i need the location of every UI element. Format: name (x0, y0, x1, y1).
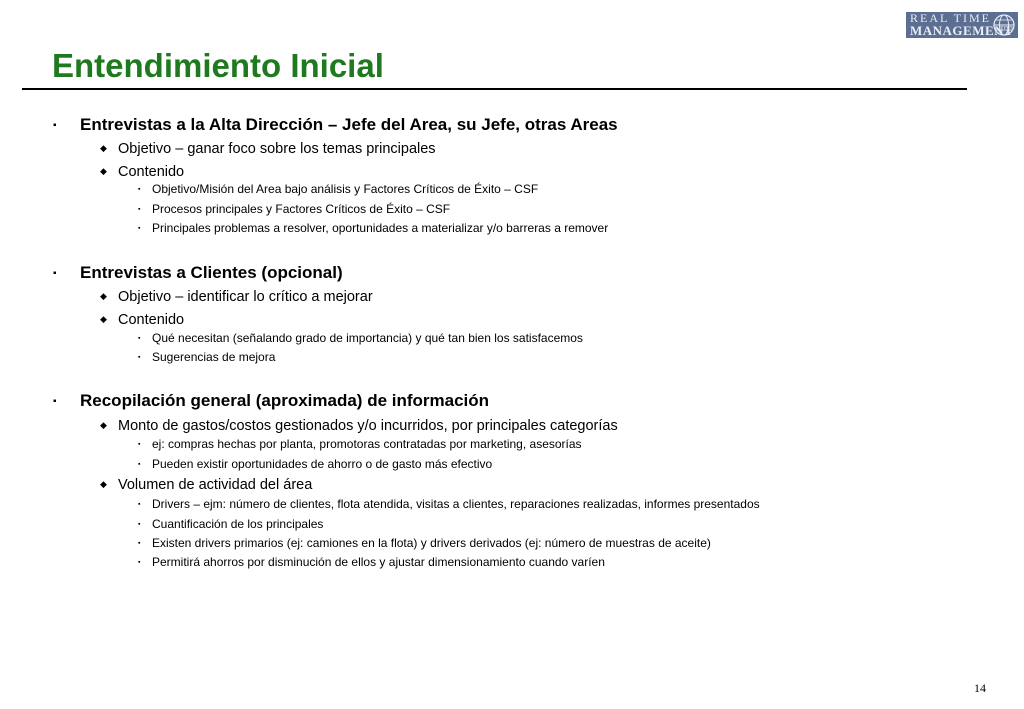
bullet-item (100, 286, 373, 307)
square-bullet-icon: ▪ (53, 268, 57, 279)
diamond-bullet-icon: ◆ (100, 314, 107, 324)
subpoint-text: Contenido (118, 312, 185, 328)
bullet-item (100, 474, 312, 495)
bullet-item (138, 456, 492, 473)
detail-text: Drivers – ejm: número de clientes, flota atendida, visitas a clientes, reparaciones realizadas, informes presentados (152, 497, 760, 511)
subpoint-text: Objetivo – identificar lo crítico a mejorar (118, 289, 373, 305)
bullet-item (53, 390, 489, 413)
globe-icon (992, 13, 1016, 37)
page-number: 14 (974, 681, 986, 695)
small-square-bullet-icon: ▪ (138, 521, 141, 528)
bullet-item (138, 554, 605, 571)
detail-text: Principales problemas a resolver, oportunidades a materializar y/o barreras a remover (152, 221, 609, 235)
bullet-item (100, 138, 436, 159)
bullet-item (138, 330, 583, 347)
small-square-bullet-icon: ▪ (138, 225, 141, 232)
section-heading: Recopilación general (aproximada) de información (80, 391, 490, 410)
bullet-item (138, 220, 608, 237)
subpoint-text: Volumen de actividad del área (118, 477, 313, 493)
small-square-bullet-icon: ▪ (138, 186, 141, 193)
bullet-item (138, 436, 582, 453)
title-underline (22, 88, 967, 90)
subpoint-text: Objetivo – ganar foco sobre los temas principales (118, 141, 436, 157)
bullet-item (53, 114, 618, 137)
diamond-bullet-icon: ◆ (100, 420, 107, 430)
small-square-bullet-icon: ▪ (138, 441, 141, 448)
bullet-item (53, 262, 343, 285)
small-square-bullet-icon: ▪ (138, 206, 141, 213)
detail-text: Procesos principales y Factores Críticos de Éxito – CSF (152, 202, 451, 216)
small-square-bullet-icon: ▪ (138, 354, 141, 361)
small-square-bullet-icon: ▪ (138, 559, 141, 566)
small-square-bullet-icon: ▪ (138, 461, 141, 468)
detail-text: ej: compras hechas por planta, promotoras contratadas por marketing, asesorías (152, 437, 582, 451)
small-square-bullet-icon: ▪ (138, 501, 141, 508)
detail-text: Sugerencias de mejora (152, 350, 276, 364)
bullet-item (100, 161, 184, 182)
diamond-bullet-icon: ◆ (100, 166, 107, 176)
bullet-item (138, 181, 538, 198)
subpoint-text: Monto de gastos/costos gestionados y/o incurridos, por principales categorías (118, 418, 618, 434)
slide-title: Entendimiento Inicial (52, 47, 384, 84)
detail-text: Permitirá ahorros por disminución de ellos y ajustar dimensionamiento cuando varíen (152, 555, 605, 569)
bullet-item (138, 535, 711, 552)
logo-line-2: MANAGEMENT (910, 23, 1014, 38)
square-bullet-icon: ▪ (53, 120, 57, 131)
detail-text: Cuantificación de los principales (152, 517, 324, 531)
bullet-item (138, 516, 323, 533)
detail-text: Objetivo/Misión del Area bajo análisis y Factores Críticos de Éxito – CSF (152, 182, 539, 196)
detail-text: Pueden existir oportunidades de ahorro o de gasto más efectivo (152, 457, 493, 471)
small-square-bullet-icon: ▪ (138, 540, 141, 547)
diamond-bullet-icon: ◆ (100, 479, 107, 489)
subpoint-text: Contenido (118, 164, 185, 180)
square-bullet-icon: ▪ (53, 396, 57, 407)
bullet-item (138, 496, 760, 513)
detail-text: Qué necesitan (señalando grado de importancia) y qué tan bien los satisfacemos (152, 331, 583, 345)
logo-line-1: REAL TIME (910, 12, 991, 25)
detail-text: Existen drivers primarios (ej: camiones en la flota) y drivers derivados (ej: número de muestras de aceite) (152, 536, 711, 550)
real-time-management-logo (906, 12, 1018, 38)
diamond-bullet-icon: ◆ (100, 291, 107, 301)
bullet-item (100, 415, 618, 436)
section-heading: Entrevistas a la Alta Dirección – Jefe del Area, su Jefe, otras Areas (80, 115, 618, 134)
small-square-bullet-icon: ▪ (138, 335, 141, 342)
section-heading: Entrevistas a Clientes (opcional) (80, 263, 343, 282)
bullet-item (100, 309, 184, 330)
bullet-item (138, 201, 450, 218)
diamond-bullet-icon: ◆ (100, 143, 107, 153)
bullet-item (138, 349, 275, 366)
